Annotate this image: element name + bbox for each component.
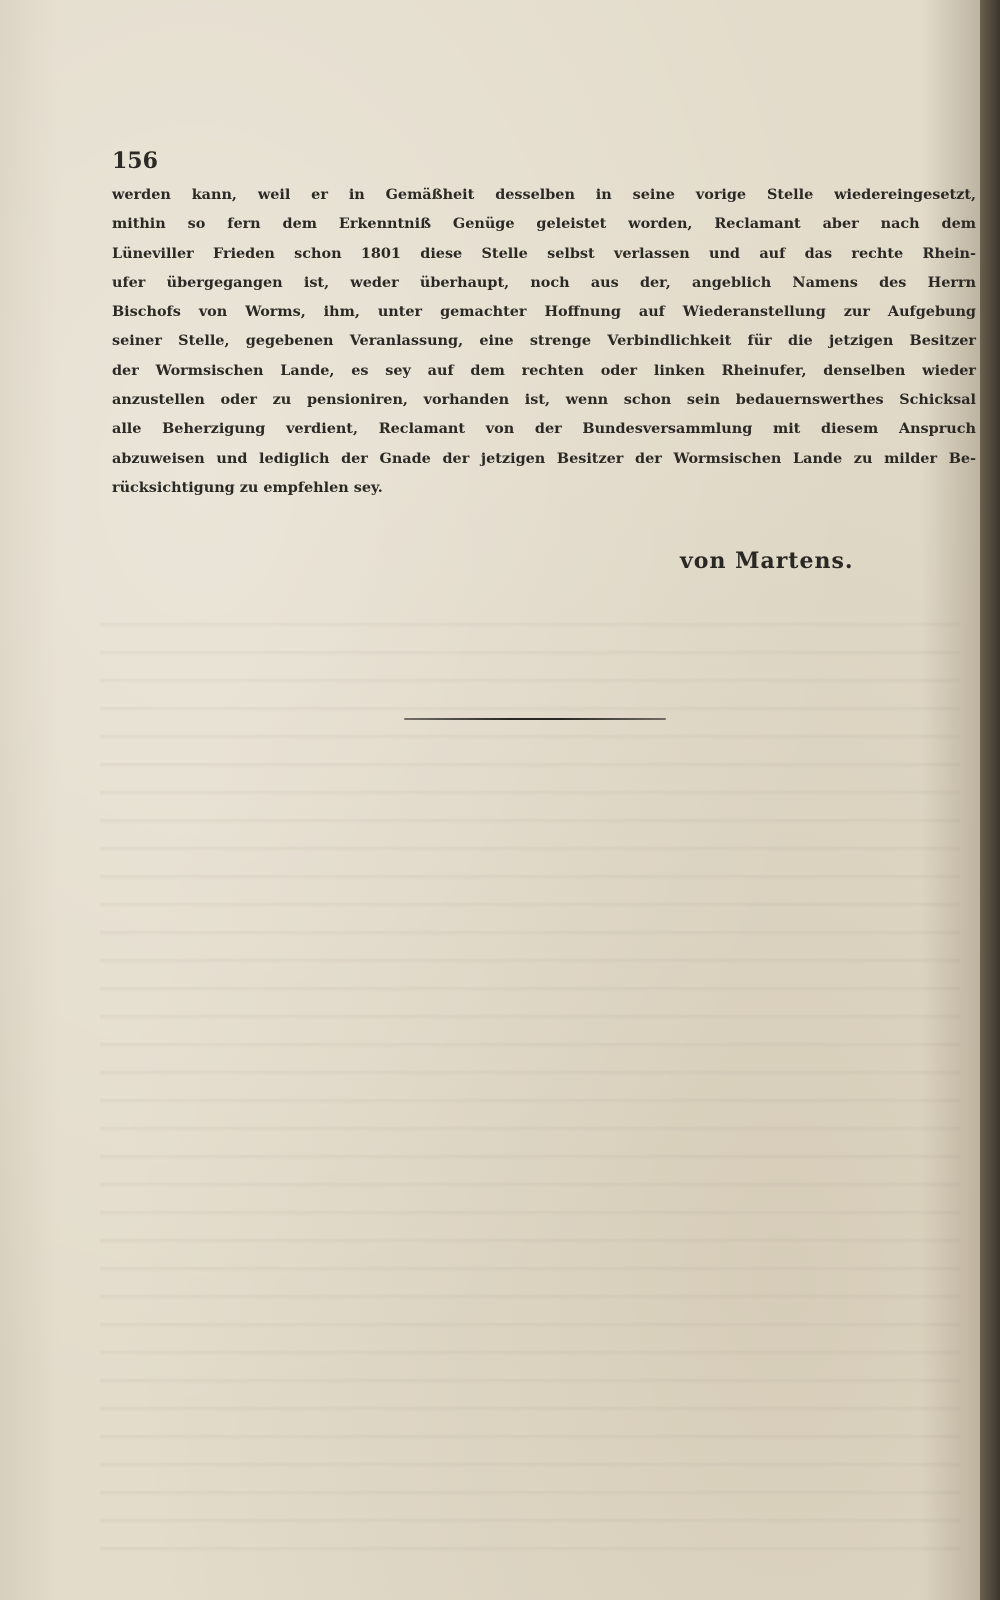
text-line-11: rücksichtigung zu empfehlen sey. bbox=[112, 478, 383, 496]
section-divider-rule bbox=[404, 718, 666, 720]
show-through-texture bbox=[100, 600, 960, 1560]
book-edge bbox=[980, 0, 1000, 1600]
text-line-3: Lüneviller Frieden schon 1801 diese Stelle selbst verlassen und auf das rechte Rhein- bbox=[112, 244, 976, 262]
text-line-10: abzuweisen und lediglich der Gnade der jetzigen Besitzer der Wormsischen Lande zu milder Be- bbox=[112, 449, 976, 467]
page-number: 156 bbox=[112, 148, 158, 174]
text-line-7: der Wormsischen Lande, es sey auf dem rechten oder linken Rheinufer, denselben wieder bbox=[112, 361, 976, 379]
signature: von Martens. bbox=[680, 548, 854, 574]
text-line-6: seiner Stelle, gegebenen Veranlassung, eine strenge Verbindlichkeit für die jetzigen Besitzer bbox=[112, 332, 976, 350]
text-line-9: alle Beherzigung verdient, Reclamant von der Bundesversammlung mit diesem Anspruch bbox=[112, 420, 976, 438]
text-line-8: anzustellen oder zu pensioniren, vorhanden ist, wenn schon sein bedauernswerthes Schicksal bbox=[112, 391, 976, 409]
text-line-1: werden kann, weil er in Gemäßheit desselben in seine vorige Stelle wiedereingesetzt, bbox=[112, 186, 976, 203]
text-line-4: ufer übergegangen ist, weder überhaupt, noch aus der, angeblich Namens des Herrn bbox=[112, 273, 976, 291]
text-line-2: mithin so fern dem Erkenntniß Genüge geleistet worden, Reclamant aber nach dem bbox=[112, 215, 976, 233]
text-line-5: Bischofs von Worms, ihm, unter gemachter Hoffnung auf Wiederanstellung zur Aufgebung bbox=[112, 303, 976, 321]
body-paragraph bbox=[112, 180, 976, 502]
